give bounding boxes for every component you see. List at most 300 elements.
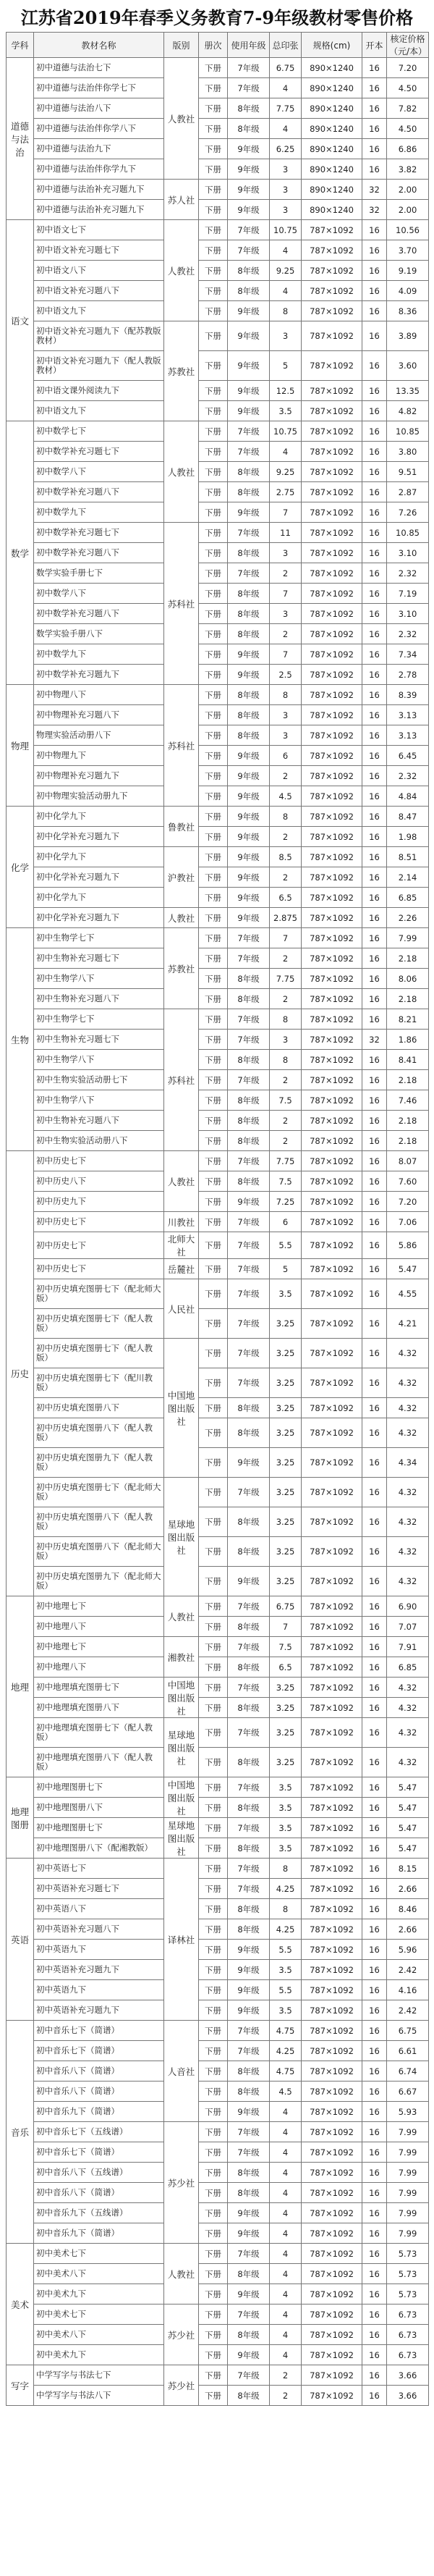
grade-cell: 9年级 [228,888,270,908]
book-name-cell: 初中语文八下 [34,261,164,281]
publisher-cell: 沪教社 [164,847,199,908]
price-cell: 7.20 [387,1192,429,1212]
table-row [7,301,429,321]
book-name-cell: 初中道德与法治伴你学八下 [34,119,164,139]
format-cell: 16 [362,482,387,502]
spec-cell: 787×1092 [302,482,362,502]
format-cell: 32 [362,1030,387,1050]
format-cell: 16 [362,1368,387,1398]
format-cell: 16 [362,725,387,746]
book-name-cell: 初中美术七下 [34,2244,164,2264]
price-cell: 6.74 [387,2061,429,2082]
spec-cell: 787×1092 [302,1919,362,1940]
price-cell: 9.19 [387,261,429,281]
format-cell: 16 [362,1111,387,1131]
sheets-cell: 6 [270,746,302,766]
book-name-cell: 初中道德与法治八下 [34,98,164,119]
publisher-cell: 苏科社 [164,685,199,807]
header-spec: 规格(cm) [302,33,362,58]
sheets-cell: 4 [270,2223,302,2244]
grade-cell: 9年级 [228,644,270,665]
format-cell: 16 [362,1339,387,1368]
book-name-cell: 初中地理图册八下 [34,1798,164,1818]
volume-cell: 下册 [199,1980,228,2000]
sheets-cell: 7.75 [270,98,302,119]
subject-cell: 语文 [7,220,34,421]
volume-cell: 下册 [199,2183,228,2203]
price-cell: 2.32 [387,624,429,644]
spec-cell: 787×1092 [302,1637,362,1657]
spec-cell: 787×1092 [302,1398,362,1418]
table-row [7,928,429,948]
subject-cell: 历史 [7,1151,34,1596]
format-cell: 16 [362,746,387,766]
sheets-cell: 3.25 [270,1567,302,1596]
volume-cell: 下册 [199,2244,228,2264]
format-cell: 16 [362,58,387,78]
format-cell: 16 [362,2142,387,2163]
table-row [7,2021,429,2041]
volume-cell: 下册 [199,1507,228,1537]
volume-cell: 下册 [199,644,228,665]
volume-cell: 下册 [199,1131,228,1151]
sheets-cell: 3 [270,543,302,563]
sheets-cell: 8.5 [270,847,302,867]
volume-cell: 下册 [199,200,228,220]
publisher-cell: 中国地图出版社 [164,1777,199,1818]
table-row [7,1339,429,1368]
book-name-cell: 初中美术七下 [34,2304,164,2325]
book-name-cell: 初中生物补充习题七下 [34,1030,164,1050]
spec-cell: 787×1092 [302,2061,362,2082]
table-row [7,969,429,989]
book-name-cell: 初中地理图册七下 [34,1777,164,1798]
price-cell: 8.46 [387,1899,429,1919]
table-row [7,807,429,827]
grade-cell: 9年级 [228,502,270,523]
table-row [7,401,429,421]
volume-cell: 下册 [199,2000,228,2021]
volume-cell: 下册 [199,1838,228,1859]
grade-cell: 8年级 [228,1798,270,1818]
book-name-cell: 初中数学九下 [34,644,164,665]
price-cell: 4.34 [387,1448,429,1478]
grade-cell: 7年级 [228,1009,270,1030]
spec-cell: 787×1092 [302,421,362,442]
sheets-cell: 4 [270,281,302,301]
sheets-cell: 4 [270,119,302,139]
table-row [7,2325,429,2345]
grade-cell: 7年级 [228,1070,270,1090]
price-cell: 4.32 [387,1678,429,1698]
publisher-cell: 人教社 [164,220,199,321]
sheets-cell: 3.25 [270,1448,302,1478]
table-row [7,563,429,584]
table-row [7,351,429,381]
table-row [7,1050,429,1070]
grade-cell: 7年级 [228,421,270,442]
format-cell: 16 [362,2365,387,2386]
price-cell: 2.14 [387,867,429,888]
table-row [7,381,429,401]
grade-cell: 9年级 [228,401,270,421]
book-name-cell: 初中生物补充习题八下 [34,989,164,1009]
format-cell: 16 [362,281,387,301]
table-row [7,2203,429,2223]
spec-cell: 787×1092 [302,1899,362,1919]
volume-cell: 下册 [199,2142,228,2163]
format-cell: 16 [362,1507,387,1537]
spec-cell: 787×1092 [302,1418,362,1448]
sheets-cell: 7.5 [270,1637,302,1657]
grade-cell: 9年级 [228,2102,270,2122]
subject-cell: 生物 [7,928,34,1151]
spec-cell: 787×1092 [302,1838,362,1859]
price-cell: 3.10 [387,543,429,563]
grade-cell: 9年级 [228,180,270,200]
spec-cell: 787×1092 [302,1507,362,1537]
volume-cell: 下册 [199,1899,228,1919]
table-row [7,2304,429,2325]
publisher-cell: 苏少社 [164,2122,199,2244]
spec-cell: 787×1092 [302,2021,362,2041]
spec-cell: 787×1092 [302,381,362,401]
format-cell: 16 [362,1617,387,1637]
book-name-cell: 初中生物补充习题八下 [34,1111,164,1131]
book-name-cell: 初中语文补充习题七下 [34,240,164,261]
price-cell: 4.32 [387,1339,429,1368]
book-name-cell: 初中历史填充图册九下（配人教版） [34,1448,164,1478]
book-name-cell: 初中化学九下 [34,807,164,827]
price-cell: 10.85 [387,421,429,442]
spec-cell: 787×1092 [302,2163,362,2183]
format-cell: 16 [362,2284,387,2304]
price-cell: 3.70 [387,240,429,261]
volume-cell: 下册 [199,1070,228,1090]
sheets-cell: 8 [270,807,302,827]
spec-cell: 787×1092 [302,624,362,644]
spec-cell: 787×1092 [302,1478,362,1507]
grade-cell: 9年级 [228,321,270,351]
price-cell: 7.20 [387,58,429,78]
table-row [7,1192,429,1212]
spec-cell: 787×1092 [302,543,362,563]
spec-cell: 787×1092 [302,2365,362,2386]
spec-cell: 787×1092 [302,1596,362,1617]
book-name-cell: 初中音乐七下（五线谱） [34,2122,164,2142]
table-row [7,1567,429,1596]
spec-cell: 787×1092 [302,2082,362,2102]
book-name-cell: 初中英语八下 [34,1899,164,1919]
format-cell: 16 [362,401,387,421]
book-name-cell: 初中英语补充习题七下 [34,1879,164,1899]
grade-cell: 8年级 [228,2264,270,2284]
volume-cell: 下册 [199,847,228,867]
book-name-cell: 初中历史填充图册八下（配人教版） [34,1507,164,1537]
book-name-cell: 初中生物学八下 [34,969,164,989]
grade-cell: 9年级 [228,827,270,847]
price-cell: 4.16 [387,1980,429,2000]
spec-cell: 890×1240 [302,180,362,200]
book-name-cell: 初中化学补充习题九下 [34,908,164,928]
spec-cell: 787×1092 [302,1980,362,2000]
format-cell: 16 [362,2203,387,2223]
volume-cell: 下册 [199,584,228,604]
grade-cell: 8年级 [228,2183,270,2203]
spec-cell: 787×1092 [302,1131,362,1151]
format-cell: 16 [362,2102,387,2122]
book-name-cell: 初中数学补充习题八下 [34,604,164,624]
subject-cell: 音乐 [7,2021,34,2244]
sheets-cell: 3.25 [270,1678,302,1698]
table-row [7,746,429,766]
book-name-cell: 初中地理图册七下 [34,1818,164,1838]
book-name-cell: 初中历史填充图册九下（配北师大版） [34,1567,164,1596]
format-cell: 16 [362,261,387,281]
table-row [7,543,429,563]
book-name-cell: 初中历史九下 [34,1192,164,1212]
book-name-cell: 初中语文补充习题九下（配苏教版教材） [34,321,164,351]
publisher-cell: 岳麓社 [164,1259,199,1279]
table-row [7,180,429,200]
book-name-cell: 初中历史填充图册七下（配人教版） [34,1309,164,1339]
sheets-cell: 3.25 [270,1718,302,1748]
spec-cell: 787×1092 [302,2264,362,2284]
grade-cell: 7年级 [228,1151,270,1171]
table-row [7,1030,429,1050]
table-row [7,1617,429,1637]
table-row [7,1777,429,1798]
grade-cell: 7年级 [228,1678,270,1698]
book-name-cell: 数学实验手册七下 [34,563,164,584]
sheets-cell: 2.875 [270,908,302,928]
table-header-row [7,33,429,58]
sheets-cell: 4 [270,2325,302,2345]
grade-cell: 7年级 [228,948,270,969]
book-name-cell: 初中语文七下 [34,220,164,240]
spec-cell: 787×1092 [302,301,362,321]
price-cell: 4.32 [387,1748,429,1777]
format-cell: 16 [362,321,387,351]
spec-cell: 787×1092 [302,746,362,766]
format-cell: 32 [362,180,387,200]
table-row [7,159,429,180]
table-row [7,442,429,462]
volume-cell: 下册 [199,1090,228,1111]
table-row [7,2102,429,2122]
format-cell: 16 [362,1398,387,1418]
price-cell: 2.42 [387,2000,429,2021]
grade-cell: 9年级 [228,746,270,766]
spec-cell: 890×1240 [302,200,362,220]
sheets-cell: 4 [270,2122,302,2142]
volume-cell: 下册 [199,2203,228,2223]
price-cell: 2.32 [387,563,429,584]
book-name-cell: 初中地理八下 [34,1657,164,1678]
book-name-cell: 初中地理七下 [34,1596,164,1617]
spec-cell: 787×1092 [302,584,362,604]
spec-cell: 787×1092 [302,2000,362,2021]
price-cell: 8.47 [387,807,429,827]
volume-cell: 下册 [199,867,228,888]
table-row [7,1919,429,1940]
table-row [7,2264,429,2284]
spec-cell: 787×1092 [302,502,362,523]
grade-cell: 9年级 [228,200,270,220]
grade-cell: 7年级 [228,2244,270,2264]
price-cell: 3.66 [387,2386,429,2406]
price-cell: 7.99 [387,2163,429,2183]
book-name-cell: 初中美术八下 [34,2264,164,2284]
grade-cell: 8年级 [228,2082,270,2102]
table-row [7,1818,429,1838]
spec-cell: 787×1092 [302,948,362,969]
table-row [7,1980,429,2000]
price-cell: 4.32 [387,1478,429,1507]
grade-cell: 9年级 [228,1940,270,1960]
table-row [7,948,429,969]
table-row [7,1899,429,1919]
volume-cell: 下册 [199,908,228,928]
book-name-cell: 初中物理补充习题九下 [34,766,164,786]
book-name-cell: 初中英语九下 [34,1940,164,1960]
format-cell: 16 [362,2021,387,2041]
book-name-cell: 初中数学九下 [34,502,164,523]
sheets-cell: 7.75 [270,969,302,989]
grade-cell: 8年级 [228,705,270,725]
subject-cell: 物理 [7,685,34,807]
price-cell: 3.10 [387,604,429,624]
publisher-cell: 苏人社 [164,180,199,220]
volume-cell: 下册 [199,1657,228,1678]
price-cell: 6.67 [387,2082,429,2102]
format-cell: 16 [362,1879,387,1899]
sheets-cell: 3.5 [270,1838,302,1859]
table-row [7,2061,429,2082]
format-cell: 16 [362,119,387,139]
volume-cell: 下册 [199,180,228,200]
publisher-cell: 湘教社 [164,1637,199,1678]
spec-cell: 787×1092 [302,2284,362,2304]
sheets-cell: 3.5 [270,1279,302,1309]
table-row [7,1859,429,1879]
format-cell: 16 [362,1838,387,1859]
format-cell: 16 [362,2244,387,2264]
volume-cell: 下册 [199,1859,228,1879]
grade-cell: 7年级 [228,1478,270,1507]
format-cell: 16 [362,888,387,908]
sheets-cell: 3.25 [270,1309,302,1339]
grade-cell: 9年级 [228,847,270,867]
spec-cell: 787×1092 [302,1339,362,1368]
table-row [7,523,429,543]
table-row [7,827,429,847]
format-cell: 16 [362,847,387,867]
price-cell: 2.87 [387,482,429,502]
grade-cell: 8年级 [228,1617,270,1637]
format-cell: 16 [362,604,387,624]
book-name-cell: 初中语文九下 [34,401,164,421]
volume-cell: 下册 [199,139,228,159]
grade-cell: 8年级 [228,1111,270,1131]
price-cell: 4.50 [387,119,429,139]
book-name-cell: 初中音乐八下（五线谱） [34,2163,164,2183]
publisher-cell: 星球地图出版社 [164,1818,199,1859]
book-name-cell: 初中历史填充图册七下（配北师大版） [34,1478,164,1507]
grade-cell: 7年级 [228,2304,270,2325]
format-cell: 16 [362,1899,387,1919]
book-name-cell: 中学写字与书法八下 [34,2386,164,2406]
format-cell: 16 [362,584,387,604]
volume-cell: 下册 [199,2041,228,2061]
grade-cell: 8年级 [228,2325,270,2345]
volume-cell: 下册 [199,604,228,624]
price-cell: 6.86 [387,139,429,159]
sheets-cell: 4 [270,2284,302,2304]
grade-cell: 9年级 [228,665,270,685]
format-cell: 16 [362,381,387,401]
table-row [7,908,429,928]
sheets-cell: 2.75 [270,482,302,502]
volume-cell: 下册 [199,2061,228,2082]
format-cell: 16 [362,1567,387,1596]
price-cell: 6.73 [387,2325,429,2345]
table-row [7,2142,429,2163]
table-row [7,989,429,1009]
sheets-cell: 2 [270,563,302,584]
price-cell: 2.66 [387,1919,429,1940]
price-cell: 5.93 [387,2102,429,2122]
price-cell: 5.47 [387,1818,429,1838]
sheets-cell: 4 [270,2203,302,2223]
sheets-cell: 8 [270,1899,302,1919]
sheets-cell: 7.75 [270,1151,302,1171]
book-name-cell: 初中生物学七下 [34,1009,164,1030]
sheets-cell: 3 [270,159,302,180]
spec-cell: 787×1092 [302,523,362,543]
book-name-cell: 初中语文九下 [34,301,164,321]
book-name-cell: 初中生物学七下 [34,928,164,948]
book-name-cell: 初中历史七下 [34,1212,164,1232]
grade-cell: 9年级 [228,2284,270,2304]
book-name-cell: 初中英语补充习题九下 [34,2000,164,2021]
volume-cell: 下册 [199,1192,228,1212]
book-name-cell: 初中化学九下 [34,847,164,867]
book-name-cell: 中学写字与书法七下 [34,2365,164,2386]
table-row [7,786,429,807]
volume-cell: 下册 [199,1009,228,1030]
spec-cell: 787×1092 [302,563,362,584]
volume-cell: 下册 [199,766,228,786]
volume-cell: 下册 [199,1111,228,1131]
sheets-cell: 4.25 [270,2041,302,2061]
volume-cell: 下册 [199,2345,228,2365]
book-name-cell: 初中语文课外阅读九下 [34,381,164,401]
sheets-cell: 4.5 [270,786,302,807]
sheets-cell: 7 [270,928,302,948]
sheets-cell: 6.75 [270,58,302,78]
subject-cell: 化学 [7,807,34,928]
table-row [7,1131,429,1151]
volume-cell: 下册 [199,543,228,563]
volume-cell: 下册 [199,58,228,78]
volume-cell: 下册 [199,1940,228,1960]
format-cell: 16 [362,2082,387,2102]
book-name-cell: 初中音乐七下（简谱） [34,2041,164,2061]
subject-cell: 写字 [7,2365,34,2406]
page-title: 江苏省2019年春季义务教育7-9年级教材零售价格 [20,7,414,28]
table-row [7,2284,429,2304]
